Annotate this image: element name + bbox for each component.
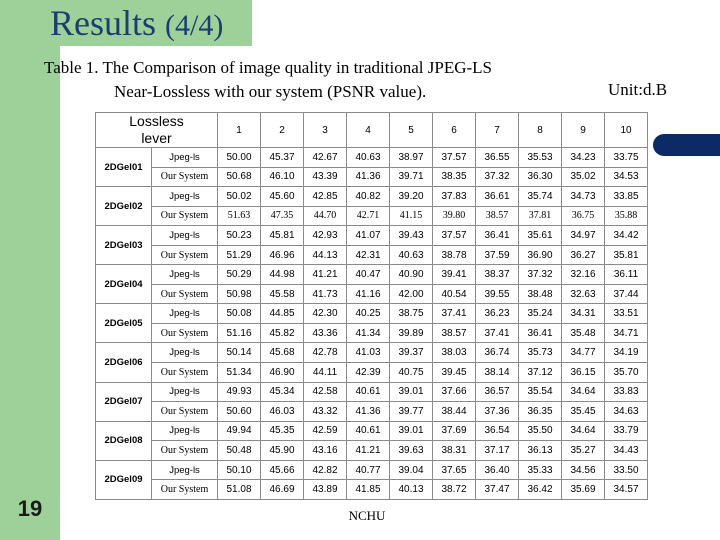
psnr-value-cell: 37.17 (476, 441, 519, 461)
psnr-value-cell: 50.00 (218, 148, 261, 168)
header-lossless-level (96, 113, 218, 148)
psnr-value-cell: 39.63 (390, 441, 433, 461)
psnr-value-cell: 36.23 (476, 304, 519, 324)
psnr-value-cell: 39.43 (390, 226, 433, 246)
psnr-value-cell: 42.58 (304, 382, 347, 402)
method-label: Our System (152, 245, 218, 265)
psnr-value-cell: 42.93 (304, 226, 347, 246)
psnr-value-cell: 41.07 (347, 226, 390, 246)
psnr-value-cell: 36.30 (519, 167, 562, 187)
psnr-value-cell: 36.35 (519, 402, 562, 422)
psnr-value-cell: 38.75 (390, 304, 433, 324)
psnr-value-cell: 51.34 (218, 363, 261, 383)
psnr-value-cell: 41.36 (347, 402, 390, 422)
table-header-row (96, 113, 648, 148)
psnr-value-cell: 38.57 (433, 323, 476, 343)
psnr-value-cell: 34.23 (562, 148, 605, 168)
slide-title-counter: (4/4) (165, 9, 224, 42)
column-header: 2 (261, 113, 304, 148)
psnr-value-cell: 50.60 (218, 402, 261, 422)
psnr-value-cell: 50.68 (218, 167, 261, 187)
psnr-value-cell: 36.40 (476, 460, 519, 480)
method-label: Our System (152, 284, 218, 304)
decorative-pill (653, 134, 720, 156)
psnr-value-cell: 42.39 (347, 363, 390, 383)
column-header: 3 (304, 113, 347, 148)
psnr-value-cell: 44.70 (304, 206, 347, 226)
method-label: Jpeg-ls (152, 304, 218, 324)
psnr-value-cell: 46.10 (261, 167, 304, 187)
psnr-value-cell: 37.32 (519, 265, 562, 285)
psnr-value-cell: 49.93 (218, 382, 261, 402)
table-caption (44, 56, 492, 104)
page-number: 19 (17, 496, 43, 521)
psnr-value-cell: 41.73 (304, 284, 347, 304)
psnr-value-cell: 44.13 (304, 245, 347, 265)
table-row (96, 460, 648, 480)
psnr-value-cell: 36.42 (519, 480, 562, 500)
column-header: 1 (218, 113, 261, 148)
psnr-value-cell: 37.66 (433, 382, 476, 402)
table-row (96, 323, 648, 343)
psnr-value-cell: 51.16 (218, 323, 261, 343)
column-header: 10 (605, 113, 648, 148)
psnr-value-cell: 39.45 (433, 363, 476, 383)
psnr-value-cell: 46.03 (261, 402, 304, 422)
psnr-value-cell: 40.75 (390, 363, 433, 383)
method-label: Jpeg-ls (152, 265, 218, 285)
psnr-value-cell: 38.03 (433, 343, 476, 363)
psnr-comparison-table (95, 112, 648, 500)
table-row (96, 402, 648, 422)
psnr-value-cell: 50.23 (218, 226, 261, 246)
psnr-value-cell: 32.16 (562, 265, 605, 285)
psnr-value-cell: 39.01 (390, 382, 433, 402)
psnr-value-cell: 40.61 (347, 382, 390, 402)
method-label: Jpeg-ls (152, 187, 218, 207)
psnr-value-cell: 40.61 (347, 421, 390, 441)
psnr-value-cell: 37.69 (433, 421, 476, 441)
psnr-value-cell: 36.61 (476, 187, 519, 207)
psnr-value-cell: 45.35 (261, 421, 304, 441)
psnr-value-cell: 36.41 (519, 323, 562, 343)
psnr-value-cell: 40.63 (347, 148, 390, 168)
psnr-value-cell: 36.13 (519, 441, 562, 461)
psnr-value-cell: 34.53 (605, 167, 648, 187)
psnr-value-cell: 36.11 (605, 265, 648, 285)
psnr-value-cell: 43.39 (304, 167, 347, 187)
psnr-value-cell: 44.85 (261, 304, 304, 324)
dataset-name: 2DGel04 (96, 265, 152, 304)
footer-label: NCHU (348, 508, 386, 523)
psnr-value-cell: 45.66 (261, 460, 304, 480)
psnr-value-cell: 34.42 (605, 226, 648, 246)
psnr-value-cell: 45.68 (261, 343, 304, 363)
psnr-value-cell: 45.58 (261, 284, 304, 304)
psnr-value-cell: 41.03 (347, 343, 390, 363)
psnr-value-cell: 51.29 (218, 245, 261, 265)
psnr-value-cell: 35.45 (562, 402, 605, 422)
table-row (96, 226, 648, 246)
psnr-value-cell: 34.77 (562, 343, 605, 363)
psnr-value-cell: 37.41 (433, 304, 476, 324)
psnr-value-cell: 40.63 (390, 245, 433, 265)
psnr-value-cell: 39.55 (476, 284, 519, 304)
psnr-value-cell: 35.54 (519, 382, 562, 402)
column-header: 6 (433, 113, 476, 148)
psnr-value-cell: 34.19 (605, 343, 648, 363)
psnr-value-cell: 50.10 (218, 460, 261, 480)
psnr-value-cell: 35.24 (519, 304, 562, 324)
psnr-value-cell: 37.65 (433, 460, 476, 480)
psnr-value-cell: 45.37 (261, 148, 304, 168)
psnr-value-cell: 36.75 (562, 206, 605, 226)
psnr-value-cell: 41.15 (390, 206, 433, 226)
psnr-value-cell: 42.82 (304, 460, 347, 480)
caption-line-2: Near-Lossless with our system (PSNR value). (114, 82, 427, 101)
table-row (96, 304, 648, 324)
psnr-value-cell: 37.44 (605, 284, 648, 304)
psnr-value-cell: 47.35 (261, 206, 304, 226)
method-label: Our System (152, 167, 218, 187)
dataset-name: 2DGel01 (96, 148, 152, 187)
psnr-value-cell: 43.16 (304, 441, 347, 461)
psnr-value-cell: 50.98 (218, 284, 261, 304)
psnr-value-cell: 41.34 (347, 323, 390, 343)
psnr-value-cell: 37.41 (476, 323, 519, 343)
method-label: Jpeg-ls (152, 382, 218, 402)
method-label: Jpeg-ls (152, 148, 218, 168)
psnr-value-cell: 34.71 (605, 323, 648, 343)
dataset-name: 2DGel09 (96, 460, 152, 499)
table-row (96, 167, 648, 187)
psnr-value-cell: 33.75 (605, 148, 648, 168)
psnr-value-cell: 37.83 (433, 187, 476, 207)
unit-label: Unit:d.B (608, 80, 668, 99)
header-lossless-line1: Lossless (129, 113, 184, 129)
psnr-value-cell: 39.41 (433, 265, 476, 285)
dataset-name: 2DGel05 (96, 304, 152, 343)
psnr-value-cell: 49.94 (218, 421, 261, 441)
psnr-value-cell: 33.79 (605, 421, 648, 441)
psnr-value-cell: 35.33 (519, 460, 562, 480)
psnr-value-cell: 38.35 (433, 167, 476, 187)
table-row (96, 265, 648, 285)
psnr-value-cell: 40.77 (347, 460, 390, 480)
method-label: Our System (152, 206, 218, 226)
header-lossless-line2: lever (141, 130, 172, 146)
column-header: 9 (562, 113, 605, 148)
psnr-value-cell: 50.14 (218, 343, 261, 363)
psnr-value-cell: 38.44 (433, 402, 476, 422)
psnr-value-cell: 46.90 (261, 363, 304, 383)
column-header: 5 (390, 113, 433, 148)
psnr-value-cell: 38.72 (433, 480, 476, 500)
psnr-value-cell: 40.47 (347, 265, 390, 285)
psnr-value-cell: 45.90 (261, 441, 304, 461)
dataset-name: 2DGel06 (96, 343, 152, 382)
psnr-value-cell: 39.01 (390, 421, 433, 441)
psnr-value-cell: 38.78 (433, 245, 476, 265)
slide-title (50, 2, 223, 44)
psnr-value-cell: 35.53 (519, 148, 562, 168)
psnr-value-cell: 41.85 (347, 480, 390, 500)
psnr-value-cell: 33.83 (605, 382, 648, 402)
psnr-value-cell: 37.47 (476, 480, 519, 500)
caption-line-1: Table 1. The Comparison of image quality in traditional JPEG-LS (44, 58, 492, 77)
method-label: Our System (152, 402, 218, 422)
psnr-value-cell: 37.57 (433, 148, 476, 168)
psnr-value-cell: 33.85 (605, 187, 648, 207)
psnr-value-cell: 34.43 (605, 441, 648, 461)
table-row (96, 421, 648, 441)
psnr-value-cell: 40.25 (347, 304, 390, 324)
method-label: Our System (152, 363, 218, 383)
psnr-value-cell: 51.63 (218, 206, 261, 226)
psnr-value-cell: 43.36 (304, 323, 347, 343)
psnr-value-cell: 36.74 (476, 343, 519, 363)
table-row (96, 480, 648, 500)
psnr-value-cell: 39.77 (390, 402, 433, 422)
psnr-value-cell: 35.48 (562, 323, 605, 343)
psnr-value-cell: 45.81 (261, 226, 304, 246)
psnr-value-cell: 39.37 (390, 343, 433, 363)
slide-title-main: Results (50, 3, 157, 43)
psnr-value-cell: 38.31 (433, 441, 476, 461)
psnr-value-cell: 42.30 (304, 304, 347, 324)
psnr-value-cell: 38.37 (476, 265, 519, 285)
table-row (96, 382, 648, 402)
psnr-value-cell: 46.69 (261, 480, 304, 500)
psnr-value-cell: 41.21 (304, 265, 347, 285)
psnr-value-cell: 38.14 (476, 363, 519, 383)
dataset-name: 2DGel07 (96, 382, 152, 421)
psnr-value-cell: 41.36 (347, 167, 390, 187)
psnr-value-cell: 42.59 (304, 421, 347, 441)
psnr-value-cell: 44.11 (304, 363, 347, 383)
psnr-value-cell: 45.82 (261, 323, 304, 343)
method-label: Jpeg-ls (152, 343, 218, 363)
psnr-value-cell: 40.13 (390, 480, 433, 500)
table-row (96, 206, 648, 226)
psnr-value-cell: 36.57 (476, 382, 519, 402)
column-header: 7 (476, 113, 519, 148)
psnr-value-cell: 50.02 (218, 187, 261, 207)
psnr-value-cell: 42.71 (347, 206, 390, 226)
psnr-value-cell: 38.48 (519, 284, 562, 304)
table-row (96, 187, 648, 207)
psnr-value-cell: 42.00 (390, 284, 433, 304)
psnr-value-cell: 35.81 (605, 245, 648, 265)
psnr-value-cell: 37.81 (519, 206, 562, 226)
psnr-value-cell: 43.32 (304, 402, 347, 422)
psnr-value-cell: 38.97 (390, 148, 433, 168)
psnr-value-cell: 42.78 (304, 343, 347, 363)
column-header: 4 (347, 113, 390, 148)
psnr-value-cell: 35.69 (562, 480, 605, 500)
dataset-name: 2DGel02 (96, 187, 152, 226)
psnr-value-cell: 33.50 (605, 460, 648, 480)
method-label: Our System (152, 480, 218, 500)
psnr-value-cell: 35.27 (562, 441, 605, 461)
psnr-value-cell: 45.60 (261, 187, 304, 207)
psnr-value-cell: 39.20 (390, 187, 433, 207)
psnr-value-cell: 45.34 (261, 382, 304, 402)
psnr-value-cell: 35.61 (519, 226, 562, 246)
table-row (96, 148, 648, 168)
psnr-value-cell: 44.98 (261, 265, 304, 285)
column-header: 8 (519, 113, 562, 148)
psnr-value-cell: 34.64 (562, 382, 605, 402)
psnr-value-cell: 36.54 (476, 421, 519, 441)
psnr-value-cell: 40.82 (347, 187, 390, 207)
psnr-value-cell: 37.12 (519, 363, 562, 383)
dataset-name: 2DGel08 (96, 421, 152, 460)
method-label: Our System (152, 441, 218, 461)
psnr-value-cell: 50.08 (218, 304, 261, 324)
psnr-value-cell: 50.29 (218, 265, 261, 285)
psnr-value-cell: 36.55 (476, 148, 519, 168)
table-row (96, 343, 648, 363)
table-row (96, 245, 648, 265)
psnr-value-cell: 39.80 (433, 206, 476, 226)
psnr-value-cell: 37.36 (476, 402, 519, 422)
psnr-value-cell: 40.90 (390, 265, 433, 285)
psnr-value-cell: 43.89 (304, 480, 347, 500)
psnr-value-cell: 42.85 (304, 187, 347, 207)
psnr-value-cell: 35.88 (605, 206, 648, 226)
method-label: Jpeg-ls (152, 460, 218, 480)
dataset-name: 2DGel03 (96, 226, 152, 265)
psnr-value-cell: 34.56 (562, 460, 605, 480)
table-row (96, 441, 648, 461)
psnr-value-cell: 36.41 (476, 226, 519, 246)
method-label: Jpeg-ls (152, 421, 218, 441)
psnr-value-cell: 36.27 (562, 245, 605, 265)
table-row (96, 284, 648, 304)
psnr-value-cell: 34.64 (562, 421, 605, 441)
psnr-value-cell: 37.32 (476, 167, 519, 187)
psnr-value-cell: 39.04 (390, 460, 433, 480)
psnr-value-cell: 33.51 (605, 304, 648, 324)
psnr-value-cell: 35.74 (519, 187, 562, 207)
psnr-value-cell: 39.71 (390, 167, 433, 187)
method-label: Our System (152, 323, 218, 343)
psnr-value-cell: 32.63 (562, 284, 605, 304)
psnr-value-cell: 38.57 (476, 206, 519, 226)
psnr-value-cell: 36.15 (562, 363, 605, 383)
psnr-value-cell: 40.54 (433, 284, 476, 304)
psnr-value-cell: 46.96 (261, 245, 304, 265)
psnr-value-cell: 36.90 (519, 245, 562, 265)
psnr-value-cell: 34.31 (562, 304, 605, 324)
psnr-value-cell: 34.73 (562, 187, 605, 207)
psnr-value-cell: 42.31 (347, 245, 390, 265)
psnr-value-cell: 35.73 (519, 343, 562, 363)
psnr-value-cell: 42.67 (304, 148, 347, 168)
psnr-value-cell: 39.89 (390, 323, 433, 343)
psnr-value-cell: 51.08 (218, 480, 261, 500)
table-row (96, 363, 648, 383)
psnr-value-cell: 37.57 (433, 226, 476, 246)
psnr-value-cell: 34.97 (562, 226, 605, 246)
psnr-value-cell: 35.02 (562, 167, 605, 187)
psnr-value-cell: 35.50 (519, 421, 562, 441)
method-label: Jpeg-ls (152, 226, 218, 246)
psnr-value-cell: 35.70 (605, 363, 648, 383)
psnr-value-cell: 50.48 (218, 441, 261, 461)
psnr-value-cell: 34.57 (605, 480, 648, 500)
psnr-value-cell: 41.16 (347, 284, 390, 304)
psnr-value-cell: 34.63 (605, 402, 648, 422)
psnr-value-cell: 37.59 (476, 245, 519, 265)
psnr-value-cell: 41.21 (347, 441, 390, 461)
